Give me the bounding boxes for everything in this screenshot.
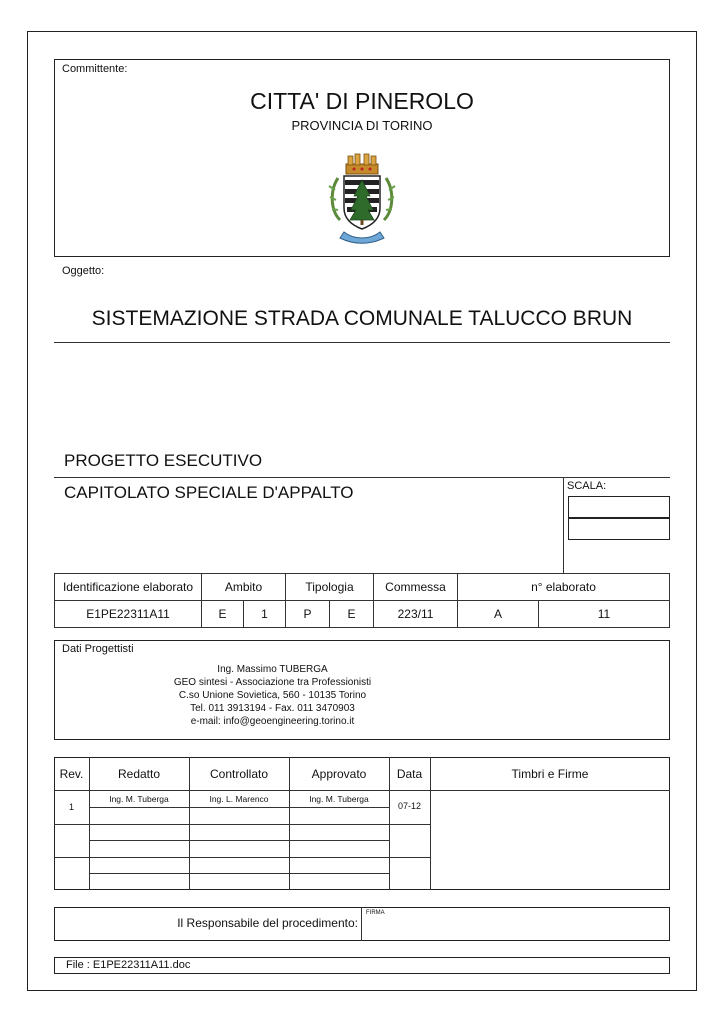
identificazione-value-row: [55, 601, 670, 628]
scala-label: SCALA:: [567, 480, 607, 492]
header-rev: Rev.: [59, 767, 84, 781]
elaborato-1: A: [458, 601, 539, 628]
rev-controllato: Ing. L. Marenco: [209, 794, 269, 804]
commessa-value: 223/11: [374, 601, 458, 628]
coat-of-arms-icon: [322, 150, 402, 245]
subrow-divider-2: [89, 840, 389, 841]
elaborato-2: 11: [539, 601, 670, 628]
ambito-1: E: [202, 601, 244, 628]
row-divider-2: [54, 857, 430, 858]
tipologia-1: P: [286, 601, 330, 628]
scala-field-2: [568, 518, 670, 540]
header-redatto: Redatto: [117, 767, 161, 781]
revisioni-header-divider: [54, 790, 670, 791]
header-commessa: Commessa: [374, 574, 458, 601]
progettisti-line-4: Tel. 011 3913194 - Fax. 011 3470903: [190, 703, 355, 714]
oggetto-title: SISTEMAZIONE STRADA COMUNALE TALUCCO BRUN: [91, 307, 633, 330]
header-data: Data: [396, 767, 423, 781]
progettisti-line-2: GEO sintesi - Associazione tra Professionisti: [173, 677, 372, 688]
rev-data: 07-12: [397, 801, 422, 811]
header-controllato: Controllato: [209, 767, 269, 781]
progettisti-label: Dati Progettisti: [62, 643, 134, 655]
scala-separator: [563, 477, 564, 573]
header-n-elaborato: n° elaborato: [458, 574, 670, 601]
header-ambito: Ambito: [202, 574, 286, 601]
progettisti-line-3: C.so Unione Sovietica, 560 - 10135 Torino: [178, 690, 367, 701]
header-tipologia: Tipologia: [286, 574, 374, 601]
city-title: CITTA' DI PINEROLO: [250, 88, 474, 114]
subrow-divider-1: [89, 807, 389, 808]
rev-number: 1: [68, 802, 74, 812]
committente-label: Committente:: [62, 63, 128, 75]
document-title: CAPITOLATO SPECIALE D'APPALTO: [64, 483, 354, 502]
project-phase: PROGETTO ESECUTIVO: [64, 451, 263, 470]
rev-redatto: Ing. M. Tuberga: [109, 794, 169, 804]
responsabile-box: [54, 907, 670, 941]
header-approvato: Approvato: [311, 767, 367, 781]
tipologia-2: E: [330, 601, 374, 628]
file-name: File : E1PE22311A11.doc: [66, 959, 191, 971]
row-divider-1: [54, 824, 430, 825]
responsabile-label: Il Responsabile del procedimento:: [177, 916, 358, 930]
header-identificazione: Identificazione elaborato: [55, 574, 202, 601]
header-timbri: Timbri e Firme: [511, 767, 589, 781]
identificazione-header-row: [55, 574, 670, 601]
oggetto-label: Oggetto:: [62, 265, 105, 277]
rev-approvato: Ing. M. Tuberga: [309, 794, 369, 804]
scala-field-1: [568, 496, 670, 518]
province-subtitle: PROVINCIA DI TORINO: [291, 118, 433, 133]
subrow-divider-3: [89, 873, 389, 874]
phase-divider: [54, 477, 670, 478]
oggetto-divider: [54, 342, 670, 343]
responsabile-separator: [361, 907, 362, 941]
ambito-2: 1: [244, 601, 286, 628]
identificazione-table: [54, 573, 670, 628]
progettisti-line-5: e-mail: info@geoengineering.torino.it: [190, 716, 355, 727]
elaborato-code: E1PE22311A11: [55, 601, 202, 628]
firma-label: FIRMA: [366, 910, 385, 916]
progettisti-line-1: Ing. Massimo TUBERGA: [217, 664, 328, 675]
